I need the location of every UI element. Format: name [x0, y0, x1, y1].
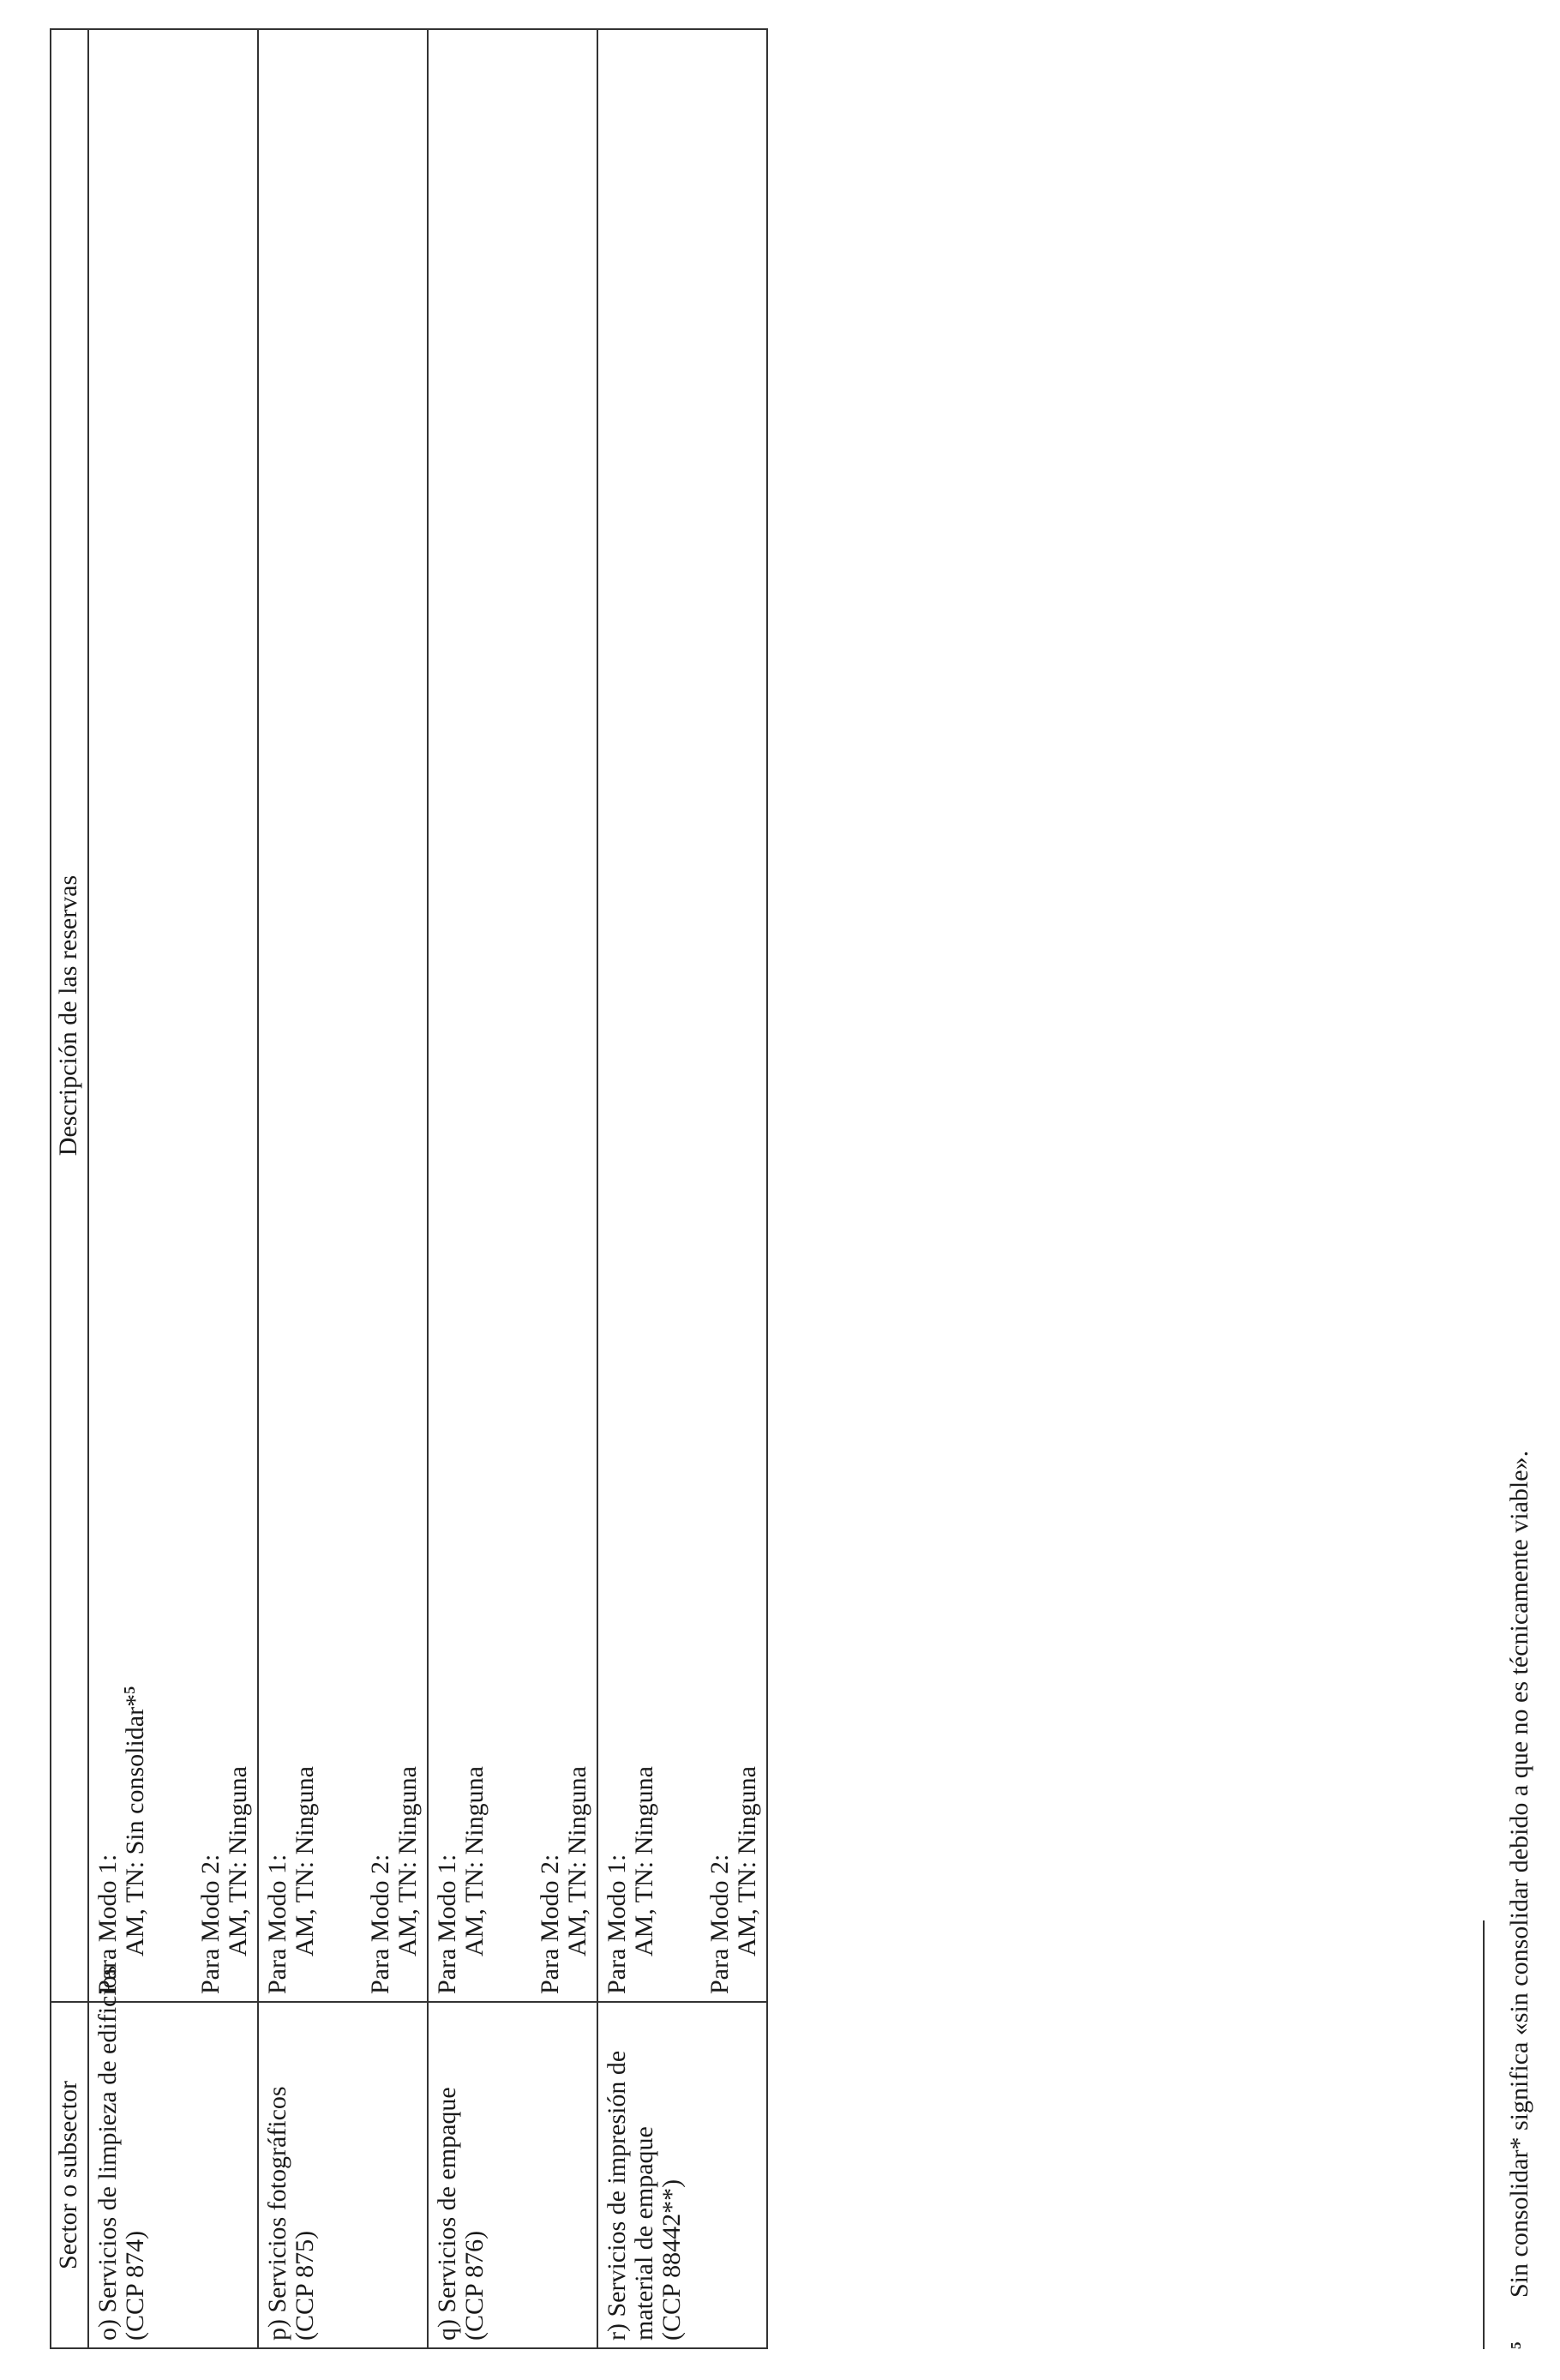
sector-line: (CCP 88442**)	[657, 2179, 686, 2341]
mode1-label: Para Modo 1:	[263, 1854, 291, 1994]
header-sector: Sector o subsector	[51, 2002, 88, 2348]
table-row	[597, 29, 767, 2348]
mode1-value: AM, TN: Ninguna	[460, 1766, 489, 1956]
table-row	[88, 29, 258, 2348]
mode1-label: Para Modo 1:	[603, 1854, 631, 1994]
sector-cell	[258, 2002, 428, 2348]
sector-line: q) Servicios de empaque	[433, 2087, 461, 2341]
sector-line: material de empaque	[630, 2126, 658, 2341]
footnote-number: 5	[1508, 2341, 1524, 2349]
mode1-label: Para Modo 1:	[433, 1854, 461, 1994]
reservations-table	[50, 28, 768, 2349]
mode1-value-text: AM, TN: Sin consolidar*	[121, 1693, 149, 1956]
sector-cell	[428, 2002, 597, 2348]
table-header-row	[51, 29, 88, 2348]
sector-line: o) Servicios de limpieza de edificios	[93, 1965, 122, 2341]
mode2-value: AM, TN: Ninguna	[733, 1766, 761, 1956]
footnote-ref: 5	[121, 1686, 138, 1694]
table-row	[428, 29, 597, 2348]
description-cell	[88, 29, 258, 2002]
mode1-value: AM, TN: Ninguna	[630, 1766, 658, 1956]
sector-line: r) Servicios de impresión de	[603, 2050, 631, 2341]
mode2-value: AM, TN: Ninguna	[393, 1766, 422, 1956]
sector-line: (CCP 874)	[121, 2230, 149, 2341]
description-cell	[258, 29, 428, 2002]
mode2-label: Para Modo 2:	[705, 1854, 734, 1994]
footnote-text: Sin consolidar* significa «sin consolidar debido a que no es técnicamente viable».	[1505, 1450, 1533, 2298]
mode1-label: Para Modo 1:	[93, 1854, 122, 1994]
sector-line: (CCP 876)	[460, 2230, 489, 2341]
mode1-value	[122, 37, 149, 1994]
footnote-divider	[1483, 1920, 1485, 2349]
table-row	[258, 29, 428, 2348]
sector-line: (CCP 875)	[291, 2230, 319, 2341]
header-description: Descripción de las reservas	[51, 29, 88, 2002]
description-cell	[597, 29, 767, 2002]
sector-cell	[597, 2002, 767, 2348]
mode2-value: AM, TN: Ninguna	[563, 1766, 591, 1956]
mode2-label: Para Modo 2:	[196, 1854, 225, 1994]
description-cell	[428, 29, 597, 2002]
sector-line: p) Servicios fotográficos	[263, 2086, 291, 2341]
sector-cell	[88, 1965, 258, 2348]
footnote	[1502, 1451, 1534, 2349]
mode2-label: Para Modo 2:	[536, 1854, 564, 1994]
mode2-value: AM, TN: Ninguna	[224, 1766, 252, 1956]
mode1-value: AM, TN: Ninguna	[291, 1766, 319, 1956]
mode2-label: Para Modo 2:	[366, 1854, 394, 1994]
